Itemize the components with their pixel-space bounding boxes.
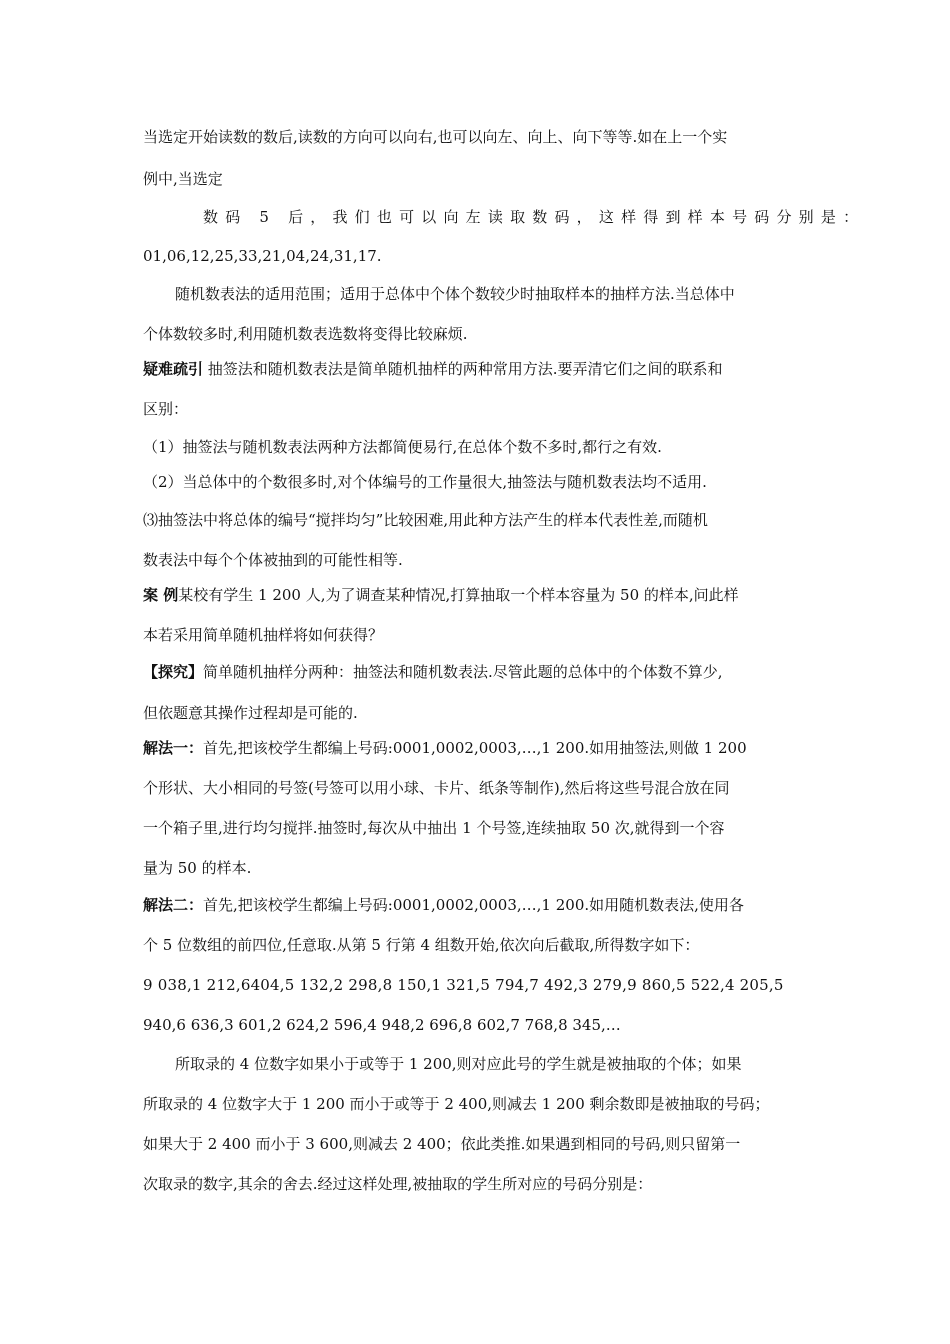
section-text: 首先,把该校学生都编上号码:0001,0002,0003,…,1 200.如用抽签法,则做 1 200	[203, 739, 747, 757]
paragraph-line: 个 5 位数组的前四位,任意取.从第 5 行第 4 组数开始,依次向后截取,所得数字如下：	[143, 936, 700, 954]
section-label-case: 案 例	[143, 586, 179, 604]
list-item: （1）抽签法与随机数表法两种方法都简便易行,在总体个数不多时,都行之有效.	[143, 438, 662, 456]
numbers-line: 9 038,1 212,6404,5 132,2 298,8 150,1 321,5 794,7 492,3 279,9 860,5 522,4 205,5	[143, 976, 784, 994]
section-label-difficulty: 疑难疏引	[143, 360, 204, 378]
explore-line	[143, 662, 811, 682]
paragraph-line: 数表法中每个个体被抽到的可能性相等.	[143, 551, 403, 569]
paragraph-line: 一个箱子里,进行均匀搅拌.抽签时,每次从中抽出 1 个号签,连续抽取 50 次,就得到一个容	[143, 819, 725, 837]
difficulty-guide-line	[143, 359, 811, 379]
paragraph-line: 数码 5 后，我们也可以向左读取数码，这样得到样本号码分别是：	[203, 208, 866, 226]
section-text: 简单随机抽样分两种：抽签法和随机数表法.尽管此题的总体中的个体数不算少,	[203, 663, 723, 681]
section-label-explore: 【探究】	[143, 663, 204, 681]
paragraph-line: 如果大于 2 400 而小于 3 600,则减去 2 400；依此类推.如果遇到相同的号码,则只留第一	[143, 1135, 741, 1153]
paragraph-line: 随机数表法的适用范围；适用于总体中个体个数较少时抽取样本的抽样方法.当总体中	[175, 285, 735, 303]
paragraph-line: 量为 50 的样本.	[143, 859, 252, 877]
paragraph-line: 当选定开始读数的数后,读数的方向可以向右,也可以向左、向上、向下等等.如在上一个实	[143, 128, 728, 146]
list-item: （2）当总体中的个数很多时,对个体编号的工作量很大,抽签法与随机数表法均不适用.	[143, 473, 707, 491]
paragraph-line: 例中,当选定	[143, 170, 223, 188]
paragraph-line: 区别：	[143, 400, 189, 418]
paragraph-line: 但依题意其操作过程却是可能的.	[143, 704, 358, 722]
paragraph-line: 次取录的数字,其余的舍去.经过这样处理,被抽取的学生所对应的号码分别是：	[143, 1175, 653, 1193]
paragraph-line: 个体数较多时,利用随机数表选数将变得比较麻烦.	[143, 325, 468, 343]
section-label-solution-two: 解法二：	[143, 896, 204, 914]
section-text: 抽签法和随机数表法是简单随机抽样的两种常用方法.要弄清它们之间的联系和	[203, 360, 723, 378]
solution-one-line	[143, 738, 811, 758]
sample-numbers-line: 01,06,12,25,33,21,04,24,31,17.	[143, 247, 382, 265]
solution-two-line	[143, 895, 811, 915]
case-line	[143, 585, 811, 605]
section-label-solution-one: 解法一：	[143, 739, 204, 757]
paragraph-line: 所取录的 4 位数字如果小于或等于 1 200,则对应此号的学生就是被抽取的个体；如果	[175, 1055, 742, 1073]
numbers-line: 940,6 636,3 601,2 624,2 596,4 948,2 696,8 602,7 768,8 345,…	[143, 1016, 621, 1034]
list-item: ⑶抽签法中将总体的编号“搅拌均匀”比较困难,用此种方法产生的样本代表性差,而随机	[143, 511, 708, 529]
paragraph-line: 本若采用简单随机抽样将如何获得？	[143, 626, 384, 644]
paragraph-line: 个形状、大小相同的号签(号签可以用小球、卡片、纸条等制作),然后将这些号混合放在同	[143, 779, 730, 797]
paragraph-line: 所取录的 4 位数字大于 1 200 而小于或等于 2 400,则减去 1 200 剩余数即是被抽取的号码；	[143, 1095, 770, 1113]
section-text: 某校有学生 1 200 人,为了调查某种情况,打算抽取一个样本容量为 50 的样本,问此样	[178, 586, 739, 604]
section-text: 首先,把该校学生都编上号码:0001,0002,0003,…,1 200.如用随机数表法,使用各	[203, 896, 744, 914]
